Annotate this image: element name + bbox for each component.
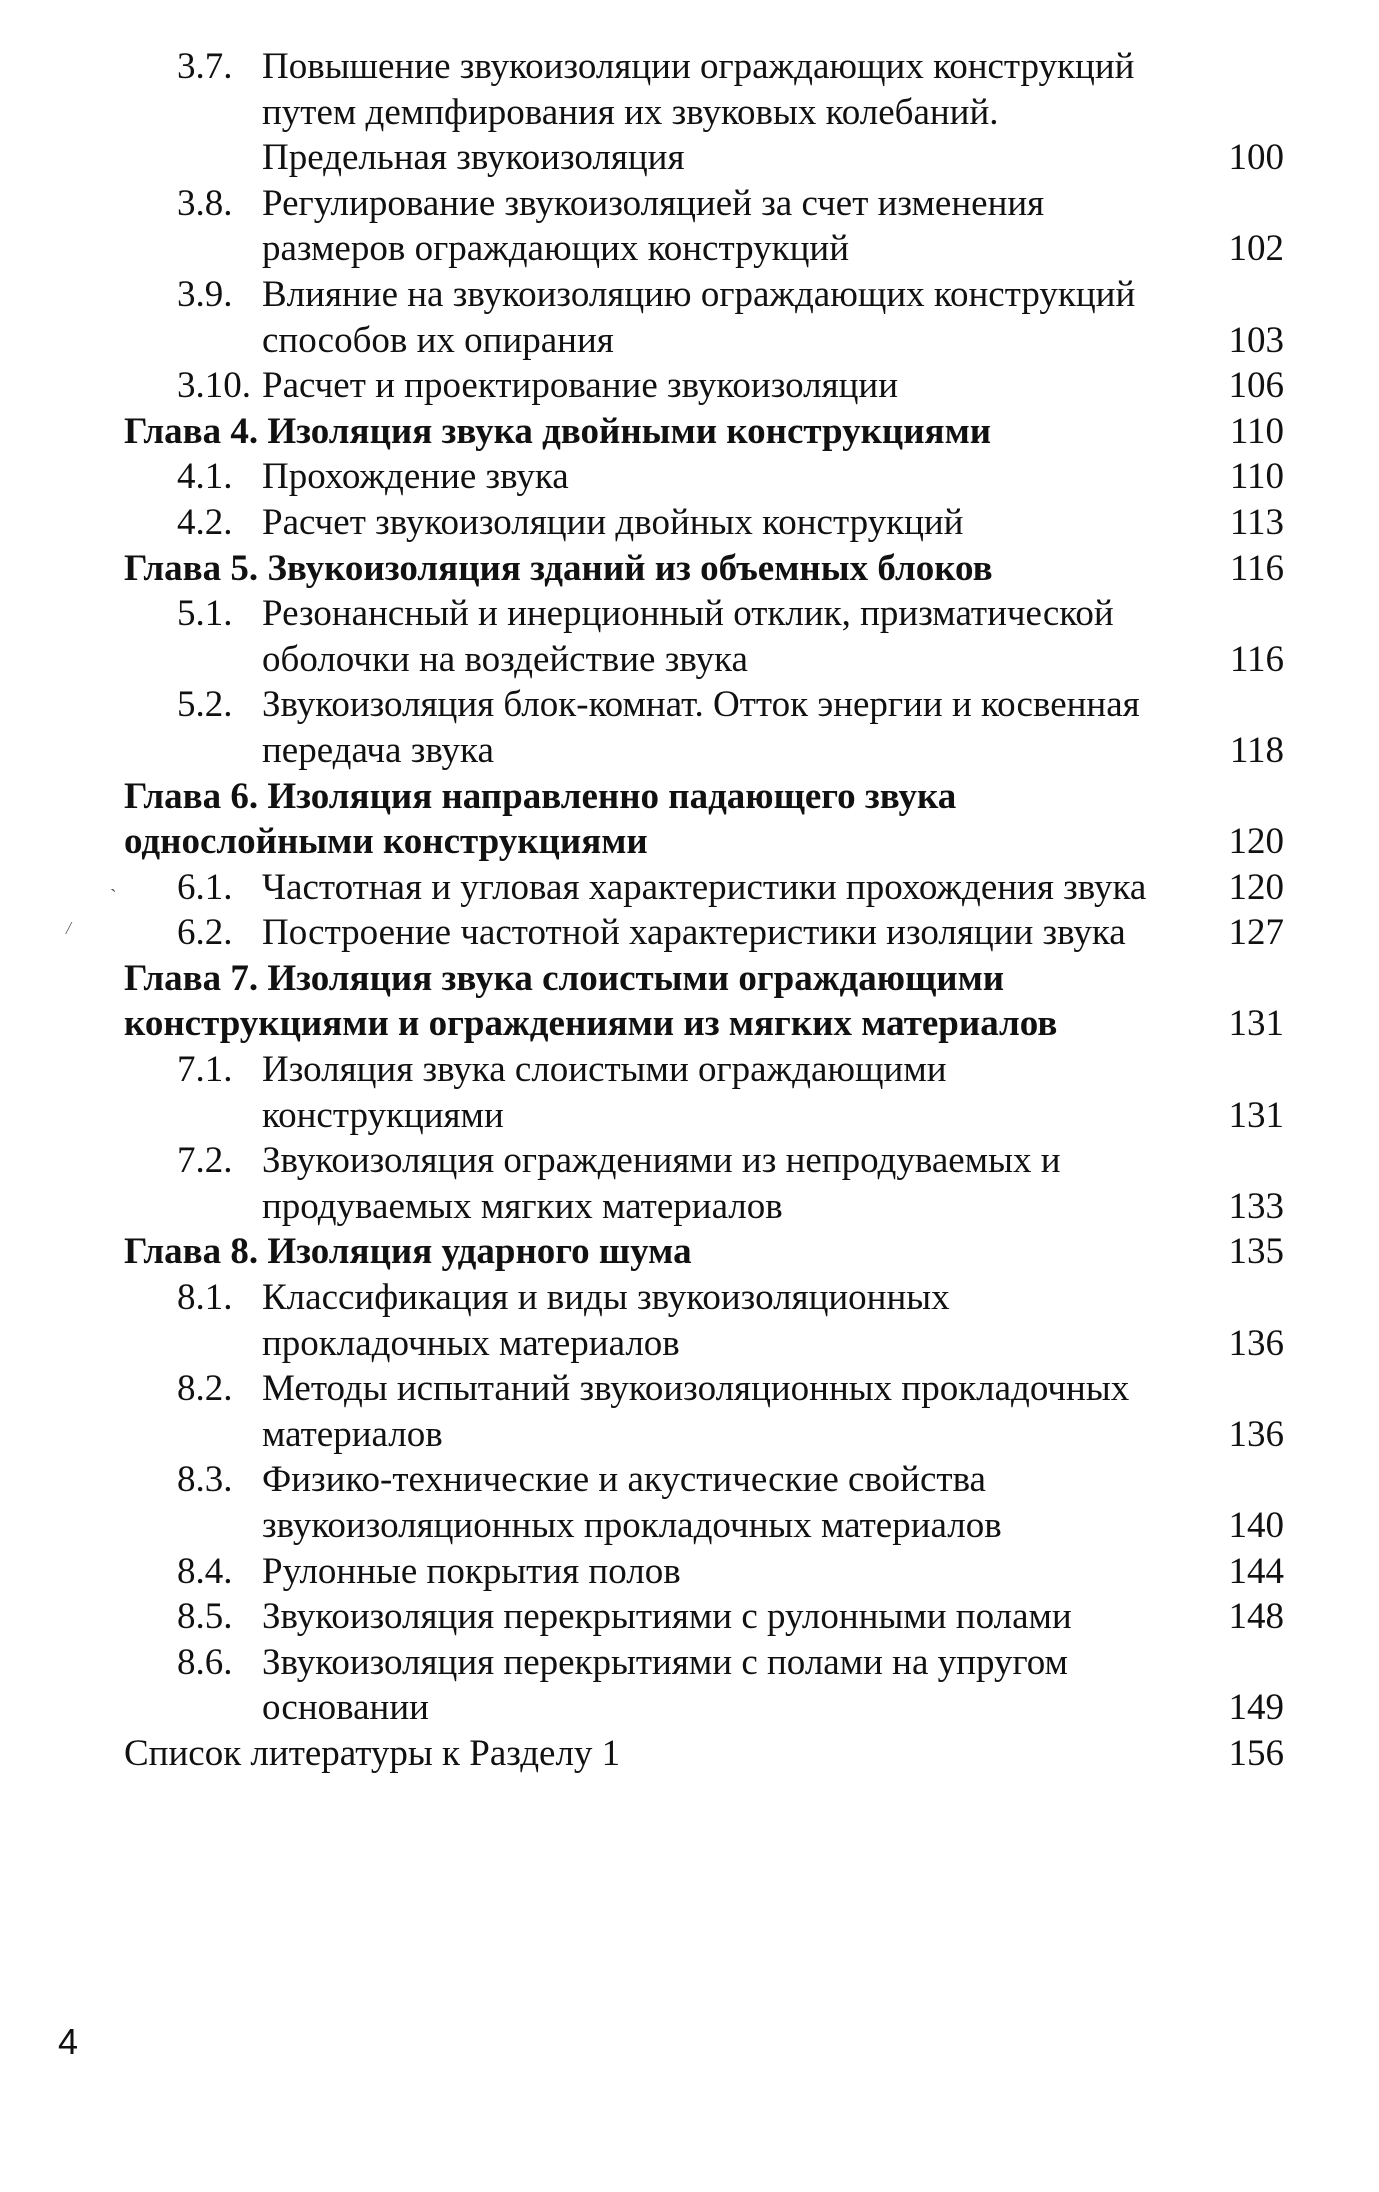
toc-entry-title: Построение частотной характеристики изоляции звука: [262, 912, 1126, 954]
toc-entry-8-2: [124, 1366, 1284, 1457]
toc-entry-number: 4.2.: [177, 501, 233, 543]
toc-entry-page: 110: [1229, 410, 1284, 452]
toc-entry-title: Влияние на звукоизоляцию ограждающих конструкций способов их опирания: [262, 273, 1136, 361]
scan-speck: ˋ: [110, 886, 117, 908]
toc-entry-page: 116: [1229, 547, 1284, 589]
toc-entry-page: 149: [1228, 1687, 1284, 1729]
toc-references: [124, 1731, 1284, 1777]
toc-entry-3-8: [124, 181, 1284, 272]
toc-entry-8-5: [124, 1594, 1284, 1640]
toc-entry-number: 7.1.: [177, 1049, 233, 1091]
toc-entry-number: 8.5.: [177, 1596, 233, 1638]
toc-chapter-8: [124, 1229, 1284, 1275]
toc-entry-number: 8.2.: [177, 1368, 233, 1410]
toc-entry-7-1: [124, 1047, 1284, 1138]
toc-entry-title: Физико-технические и акустические свойства звукоизоляционных прокладочных материалов: [262, 1459, 1002, 1546]
toc-chapter-6: [124, 774, 1284, 865]
toc-entry-page: 103: [1228, 319, 1284, 361]
toc-entry-4-1: [124, 454, 1284, 500]
toc-entry-4-2: [124, 500, 1284, 546]
toc-entry-page: 140: [1228, 1505, 1284, 1546]
toc-entry-page: 120: [1228, 821, 1284, 863]
toc-entry-7-2: [124, 1138, 1284, 1229]
toc-chapter-7: [124, 956, 1284, 1047]
toc-entry-6-1: [124, 865, 1284, 911]
toc-entry-page: 106: [1228, 365, 1284, 407]
toc-entry-8-3: [124, 1457, 1284, 1548]
toc-entry-title: Регулирование звукоизоляцией за счет изменения размеров ограждающих конструкций: [262, 182, 1045, 270]
toc-entry-number: 6.2.: [177, 912, 233, 954]
toc-entry-title: Методы испытаний звукоизоляционных прокладочных материалов: [262, 1368, 1130, 1455]
toc-entry-title: Повышение звукоизоляции ограждающих конструкций путем демпфирования их звуковых колебаний. Предельная звукоизоляция: [262, 46, 1135, 179]
toc-entry-title: Резонансный и инерционный отклик, призматической оболочки на воздействие звука: [262, 593, 1114, 680]
toc-chapter-5: [124, 546, 1284, 592]
toc-entry-title: Частотная и угловая характеристики прохождения звука: [262, 866, 1147, 908]
toc-references-title: Список литературы к Разделу 1: [124, 1732, 621, 1774]
toc-entry-5-1: [124, 591, 1284, 682]
toc-chapter-title: Глава 7. Изоляция звука слоистыми ограждающими конструкциями и ограждениями из мягких материалов: [124, 957, 1058, 1045]
toc-chapter-title: Глава 5. Звукоизоляция зданий из объемных блоков: [124, 547, 993, 589]
toc-entry-page: 116: [1229, 638, 1284, 680]
toc-entry-3-7: [124, 44, 1284, 181]
toc-entry-6-2: [124, 910, 1284, 956]
toc-entry-title: Звукоизоляция ограждениями из непродуваемых и продуваемых мягких материалов: [262, 1140, 1061, 1227]
toc-entry-page: 113: [1229, 501, 1284, 543]
toc-entry-page: 131: [1228, 1094, 1284, 1136]
toc-entry-8-1: [124, 1275, 1284, 1366]
toc-entry-title: Изоляция звука слоистыми ограждающими конструкциями: [262, 1049, 947, 1136]
toc-entry-page: 136: [1228, 1413, 1284, 1455]
toc-entry-number: 7.2.: [177, 1140, 233, 1182]
toc-chapter-title: Глава 4. Изоляция звука двойными конструкциями: [124, 410, 992, 452]
toc-entry-page: 144: [1228, 1550, 1284, 1592]
toc-entry-8-6: [124, 1640, 1284, 1731]
toc-chapter-title: Глава 6. Изоляция направленно падающего звука однослойными конструкциями: [124, 775, 957, 863]
toc-entry-number: 3.8.: [177, 182, 233, 224]
toc-entry-page: 120: [1228, 866, 1284, 908]
toc-entry-8-4: [124, 1549, 1284, 1595]
toc-entry-page: 127: [1228, 912, 1284, 954]
toc-entry-number: 3.9.: [177, 273, 233, 315]
toc-entry-number: 6.1.: [177, 866, 233, 908]
toc-entry-page: 135: [1228, 1231, 1284, 1273]
toc-chapter-4: [124, 409, 1284, 455]
toc-entry-page: 136: [1228, 1322, 1284, 1364]
toc-entry-page: 156: [1228, 1732, 1284, 1774]
toc-entry-title: Рулонные покрытия полов: [262, 1550, 681, 1592]
toc-entry-page: 102: [1228, 228, 1284, 270]
toc-chapter-title: Глава 8. Изоляция ударного шума: [124, 1231, 692, 1273]
toc-entry-title: Классификация и виды звукоизоляционных прокладочных материалов: [262, 1277, 950, 1364]
toc-entry-5-2: [124, 682, 1284, 773]
toc-entry-title: Звукоизоляция перекрытиями с полами на упругом основании: [262, 1641, 1068, 1729]
toc-entry-number: 5.2.: [177, 684, 233, 726]
toc-entry-number: 5.1.: [177, 593, 233, 635]
toc-entry-number: 4.1.: [177, 456, 233, 498]
toc-entry-number: 3.7.: [177, 46, 233, 87]
toc-entry-number: 3.10.: [177, 365, 251, 407]
toc-entry-number: 8.6.: [177, 1641, 233, 1683]
page-number: 4: [58, 2021, 79, 2062]
toc-entry-title: Расчет звукоизоляции двойных конструкций: [262, 501, 964, 543]
toc-entry-page: 131: [1228, 1003, 1284, 1045]
toc-entry-3-9: [124, 272, 1284, 363]
toc-entry-page: 118: [1229, 729, 1284, 771]
toc-entry-number: 8.4.: [177, 1550, 233, 1592]
toc-entry-title: Звукоизоляция блок-комнат. Отток энергии и косвенная передача звука: [262, 684, 1140, 771]
toc-entry-title: Расчет и проектирование звукоизоляции: [262, 365, 899, 407]
toc-entry-page: 110: [1229, 456, 1284, 498]
toc-entry-page: 100: [1228, 137, 1284, 179]
scan-speck: /: [66, 918, 72, 938]
toc-entry-number: 8.3.: [177, 1459, 233, 1501]
toc-entry-page: 133: [1228, 1185, 1284, 1227]
toc-entry-number: 8.1.: [177, 1277, 233, 1319]
table-of-contents: [124, 44, 1284, 1777]
toc-entry-title: Звукоизоляция перекрытиями с рулонными полами: [262, 1596, 1072, 1638]
toc-entry-3-10: [124, 363, 1284, 409]
toc-entry-title: Прохождение звука: [262, 456, 569, 498]
toc-entry-page: 148: [1228, 1596, 1284, 1638]
